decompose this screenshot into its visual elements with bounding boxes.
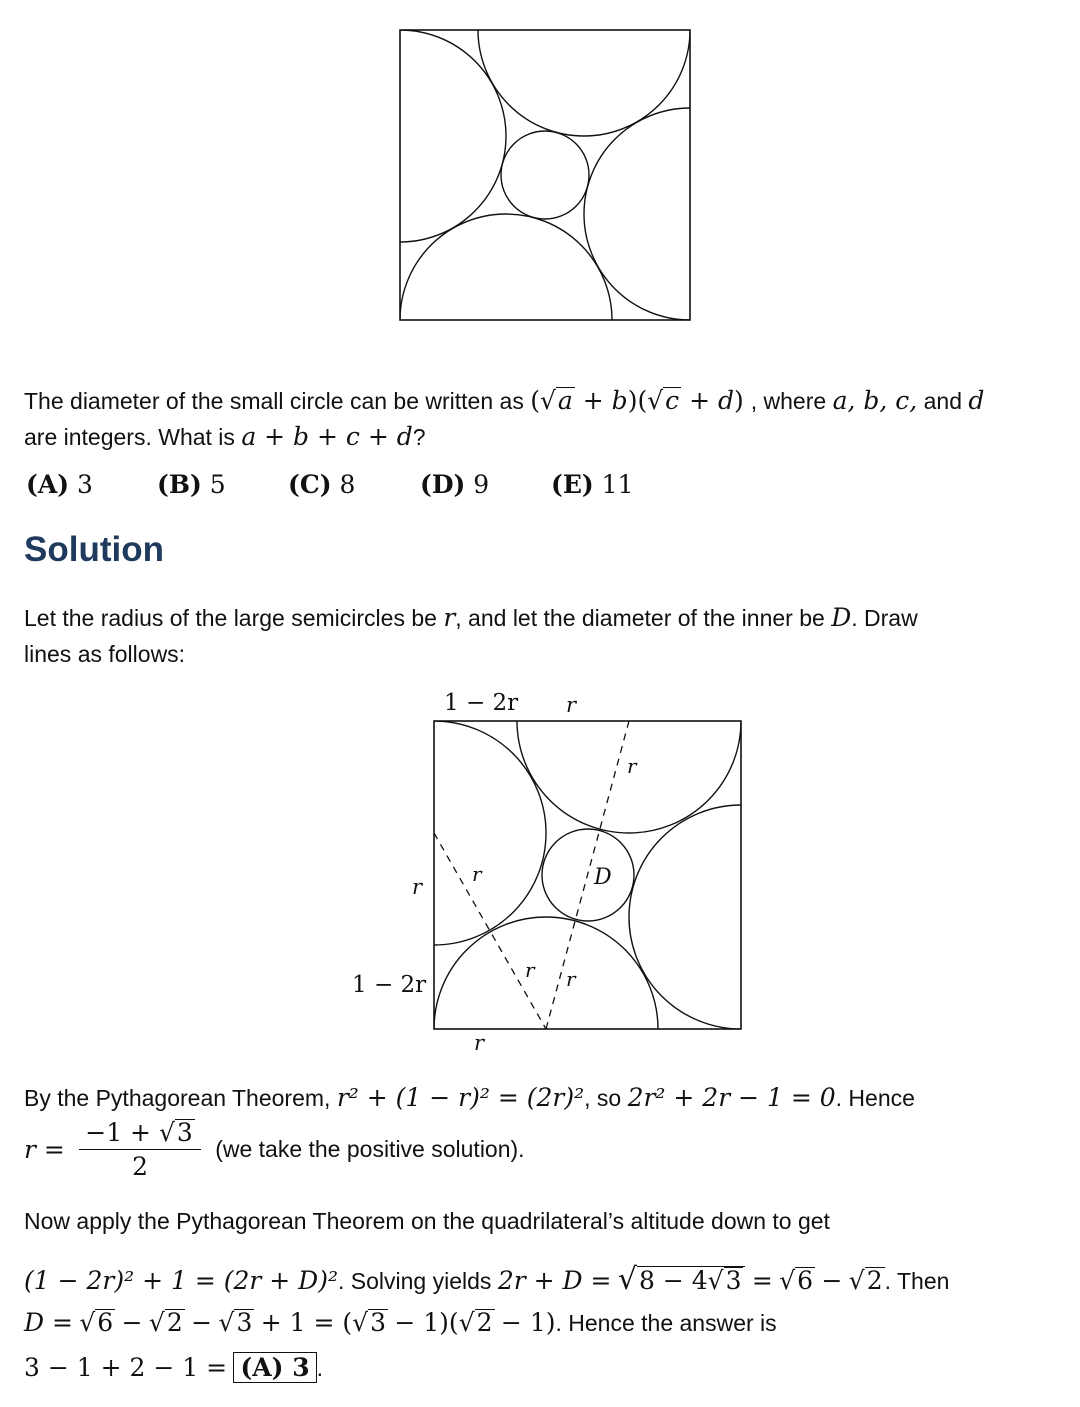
label-dash-bottom-left: r [525,958,535,982]
choice-b: (B) 5 [157,470,226,499]
solution-para-3: r = $\frac{-1 + √3}{2}$ (we take the positive solution). [24,1118,525,1181]
problem-and: and [923,388,962,414]
question-mark: ? [412,424,426,450]
unit-square [400,30,690,320]
problem-question: are integers. What is [24,424,235,450]
label-inner-d: D [594,865,612,890]
problem-vars: a, b, c, [832,386,918,415]
choice-c: (C) 8 [288,470,356,499]
choice-a: (A) 3 [26,470,93,499]
solution-para-4: Now apply the Pythagorean Theorem on the quadrilateral’s altitude down to get [24,1208,830,1234]
problem-expression: (√a + b)(√c + d) [530,386,744,415]
problem-text: The diameter of the small circle can be written as [24,388,524,414]
problem-line-2 [24,422,426,451]
small-circle [501,131,589,219]
solution-heading: Solution [24,530,164,569]
final-answer-box: (A) 3 [233,1352,316,1383]
label-dash-left: r [472,862,482,886]
semicircle-top [478,0,690,136]
fraction-r: $\frac{-1 + √3}{2}$ [79,1118,201,1181]
label-side-lower: 1 − 2r [352,972,427,998]
choice-d: (D) 9 [420,470,490,499]
solution-diagram [0,680,1080,1060]
problem-figure [0,0,1080,340]
label-top-left: 1 − 2r [444,690,519,716]
label-dash-top: r [627,754,637,778]
solution-para-6: D = √6 − √2 − √3 + 1 = (√3 − 1)(√2 − 1). Hence the answer is [24,1308,777,1337]
solution-para-5: (1 − 2r)² + 1 = (2r + D)². Solving yields 2r + D = √8 − 4√3 = √6 − √2. Then [24,1262,950,1297]
label-bottom: r [474,1031,485,1055]
dashed-line-left [434,833,546,1029]
problem-where: , where [750,388,827,414]
label-side-upper: r [412,875,423,899]
dashed-line-right [546,721,629,1029]
label-top-right: r [566,693,577,717]
choice-e: (E) 11 [551,470,634,499]
diagram-semicircle-bottom [434,917,658,1060]
solution-para-2: By the Pythagorean Theorem, r² + (1 − r)² = (2r)², so 2r² + 2r − 1 = 0. Hence [24,1083,915,1112]
problem-last-var: d [968,386,985,415]
problem-line-1 [24,386,984,416]
equation-pythagoras: r² + (1 − r)² = (2r)² [336,1083,585,1112]
label-dash-bottom-right: r [566,967,576,991]
semicircle-bottom [400,214,612,340]
solution-para-7: 3 − 1 + 2 − 1 = (A) 3 . [24,1353,323,1382]
equation-quadratic: 2r² + 2r − 1 = 0 [627,1083,836,1112]
question-expression: a + b + c + d [241,422,413,451]
solution-para-1: Let the radius of the large semicircles be r, and let the diameter of the inner be D. Draw [24,603,918,632]
solution-para-1-line-2: lines as follows: [24,641,186,667]
